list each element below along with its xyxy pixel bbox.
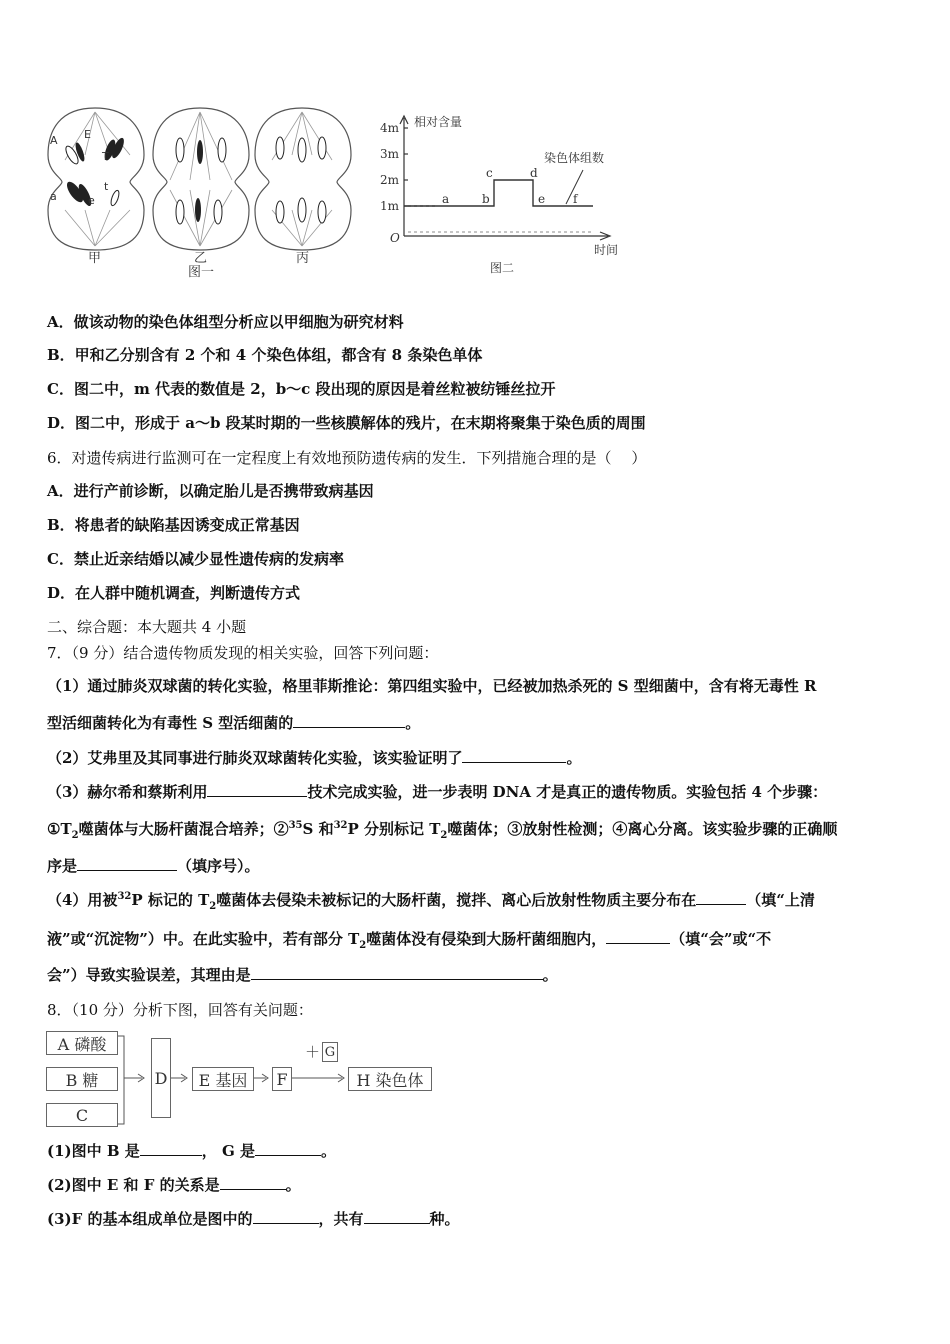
plus-sign: ＋ [305, 1043, 321, 1061]
figure2-caption: 图二 [490, 261, 515, 275]
q5-option-a: A．做该动物的染色体组型分析应以甲细胞为研究材料 [47, 313, 404, 331]
ytick-2m: 2m [380, 173, 400, 187]
label-A: A [50, 134, 58, 147]
node-g: G [322, 1042, 338, 1062]
node-f: F [272, 1067, 292, 1091]
q7-part3-line3: 序是 （填序号）。 [47, 857, 260, 875]
q5-option-c: C．图二中，m 代表的数值是 2，b～c 段出现的原因是着丝粒被纺锤丝拉开 [47, 380, 556, 398]
section-heading: 二、综合题：本大题共 4 小题 [47, 618, 247, 636]
x-axis-label: 时间 [594, 243, 619, 257]
node-c: C [46, 1103, 118, 1127]
label-E: E [84, 128, 91, 141]
q6-option-c: C．禁止近亲结婚以减少显性遗传病的发病率 [47, 550, 344, 568]
point-d: d [530, 166, 538, 180]
q8-part2: (2)图中 E 和 F 的关系是 。 [47, 1176, 301, 1194]
origin-label: O [390, 231, 400, 245]
diagram-connectors [46, 1028, 436, 1128]
ytick-4m: 4m [380, 121, 400, 135]
q7-part3-line2: $①T_2$噬菌体与大肠杆菌混合培养；②$^{35}$S 和$^{32}$P 分别标记 $T_2$噬菌体；③放射性检测；④离心分离。该实验步骤的正确顺 [47, 820, 838, 841]
point-e: e [538, 192, 546, 206]
label-e: e [88, 194, 95, 207]
q7-part3-line1: （3）赫尔希和蔡斯利用 技术完成实验，进一步表明 DNA 才是真正的遗传物质。实验包括 4 个步骤： [47, 783, 828, 801]
point-f: f [573, 192, 578, 206]
q8-diagram [46, 1028, 436, 1128]
q6-option-b: B．将患者的缺陷基因诱变成正常基因 [47, 516, 300, 534]
q6-option-a: A．进行产前诊断，以确定胎儿是否携带致病基因 [47, 482, 374, 500]
q7-part1-line2: 型活细菌转化为有毒性 S 型活细菌的 。 [47, 714, 421, 732]
series-label: 染色体组数 [544, 151, 605, 165]
q8-stem: 8．（10 分）分析下图，回答有关问题： [47, 1001, 313, 1019]
q7-part4-line1: （4）用被$^{32}$P 标记的 $T_2$噬菌体去侵染未被标记的大肠杆菌，搅拌、离心后放射性物质主要分布在 （填“上清 [47, 891, 815, 912]
node-h-chromosome: H 染色体 [348, 1067, 432, 1091]
figure-1-cells [40, 100, 360, 280]
q7-part2: （2）艾弗里及其同事进行肺炎双球菌转化实验，该实验证明了 。 [47, 749, 582, 767]
figure1-caption: 图一 [188, 265, 215, 280]
cell-label-bing: 丙 [296, 251, 310, 266]
node-a-phosphate: A 磷酸 [46, 1031, 118, 1055]
y-axis-label: 相对含量 [414, 115, 463, 129]
q5-option-b: B．甲和乙分别含有 2 个和 4 个染色体组，都含有 8 条染色单体 [47, 346, 483, 364]
ytick-1m: 1m [380, 199, 400, 213]
point-a: a [442, 192, 450, 206]
node-b-sugar: B 糖 [46, 1067, 118, 1091]
chart-series-line [404, 180, 593, 206]
node-e-gene: E 基因 [192, 1067, 254, 1091]
q5-option-d: D．图二中，形成于 a～b 段某时期的一些核膜解体的残片，在末期将聚集于染色质的周围 [47, 414, 646, 432]
q8-part1: (1)图中 B 是 ， G 是 。 [47, 1142, 337, 1160]
q7-stem: 7．（9 分）结合遗传物质发现的相关实验，回答下列问题： [47, 644, 439, 662]
q7-part4-line3: 会”）导致实验误差，其理由是 。 [47, 966, 558, 984]
q6-stem: 6．对遗传病进行监测可在一定程度上有效地预防遗传病的发生．下列措施合理的是（ ） [47, 449, 647, 467]
label-a: a [50, 190, 57, 203]
q7-part4-line2: 液”或“沉淀物”）中。在此实验中，若有部分 $T_2$噬菌体没有侵染到大肠杆菌细胞内， （填“会”或“不 [47, 930, 772, 951]
point-c: c [486, 166, 493, 180]
label-t: t [104, 180, 109, 193]
node-d: D [151, 1038, 171, 1118]
figure-2-chart [378, 108, 640, 280]
label-T: T [102, 150, 109, 163]
q8-part3: (3)F 的基本组成单位是图中的 ，共有 种。 [47, 1210, 460, 1228]
ytick-3m: 3m [380, 147, 400, 161]
q6-option-d: D．在人群中随机调查，判断遗传方式 [47, 584, 301, 602]
point-b: b [482, 192, 490, 206]
cell-label-yi: 乙 [194, 251, 208, 266]
cell-label-jia: 甲 [88, 251, 102, 266]
q7-part1-line1: （1）通过肺炎双球菌的转化实验，格里菲斯推论：第四组实验中，已经被加热杀死的 S 型细菌中，含有将无毒性 R [47, 677, 817, 695]
